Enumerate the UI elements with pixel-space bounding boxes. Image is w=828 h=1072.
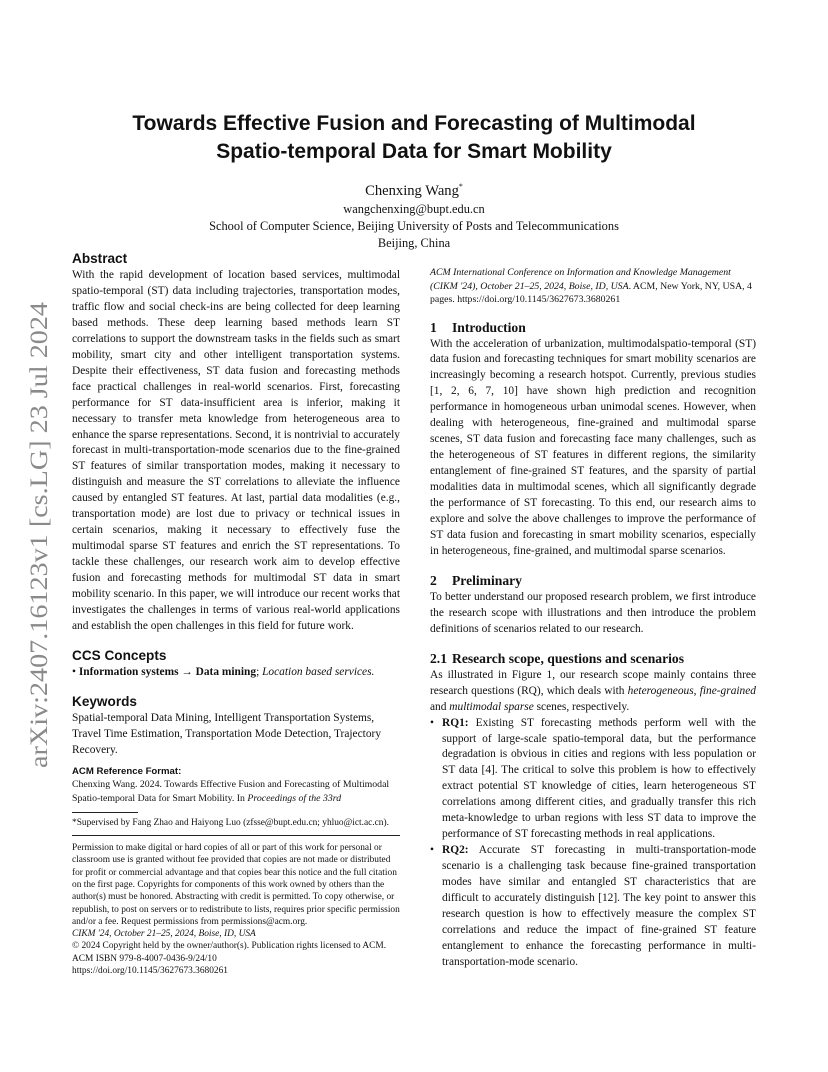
conference-line: CIKM '24, October 21–25, 2024, Boise, ID, USA	[72, 929, 256, 940]
acm-ref-heading: ACM Reference Format:	[72, 765, 182, 777]
author-block	[72, 177, 756, 252]
right-column	[430, 266, 756, 971]
abstract-heading: Abstract	[72, 251, 128, 266]
keywords-heading: Keywords	[72, 693, 137, 709]
ccs-bold: Information systems → Data mining	[78, 665, 257, 678]
acm-ref-continuation	[430, 266, 756, 307]
acm-ref-cont-rest: . ACM, New York, NY, USA, 4 pages. https://doi.org/10.1145/3627673.3680261	[430, 280, 752, 305]
intro-num: 1	[430, 319, 437, 335]
author-location: Beijing, China	[377, 235, 451, 250]
author-footnote-mark: *	[458, 182, 463, 191]
prelim-title: Preliminary	[452, 572, 522, 588]
title-line-2: Spatio-temporal Data for Smart Mobility	[216, 140, 612, 163]
intro-text: With the acceleration of urbanization, multimodalspatio-temporal (ST) data fusion and forecasting techniques for smart mobility scenarios are increasingly becoming a research hotspot. Currently, previous studies [1, 2, 6, 7, 10] have shown high prediction and recognition performance in homogeneous urban unimodal scenes. However, when dealing with heterogeneous, fine-grained and multimodal sparse scenes, ST data fusion and forecasting face many challenges, such as the heterogeneous of ST features in different regions, the similarity entanglement of fine-grained ST features, and the sparsity of partial modalities data in multimodal scenes, which all significantly degrade the performance of ST forecasting. To this end, our research aims to explore and solve the above challenges to improve the performance of ST data fusion and forecasting in smart mobility scenarios, especially in heterogeneous, fine-grained, and multimodal sparse scenarios.	[430, 337, 756, 557]
research-questions-list	[430, 716, 756, 971]
abstract-text: With the rapid development of location based services, multimodal spatio-temporal (ST) data including trajectories, transportation modes, traffic flow and social check-ins are being collected for deep learning based methods. These deep learning based methods learn ST correlations to support the downstream tasks in the fields such as smart mobility, smart city and other intelligent transportation systems. Despite their effectiveness, ST data fusion and forecasting methods face practical challenges in real-world scenarios. First, forecasting performance for ST data-insufficient area is inferior, making it necessary to transfer meta knowledge from heterogeneous area to enhance the sparse representations. Second, it is nontrivial to accurately forecast in multi-transportation-mode scenarios due to the fine-grained ST features of similar transportation modes, making it necessary to distinguish and measure the ST correlations to alleviate the influence caused by entangled ST features. At last, partial data modalities (e.g., transportation mode) are lost due to privacy or technical issues in certain scenarios, making it necessary to effectively fuse the multimodal sparse ST features and enrich the ST representations. To tackle these challenges, our research work aim to develop effective fusion and forecasting methods for multimodal ST data in smart mobility scenario. In this paper, we will introduce our recent works that investigates the challenges in terms of various real-world applications and establish the open challenges in this field for future work.	[72, 269, 400, 632]
author-email: wangchenxing@bupt.edu.cn	[343, 201, 485, 216]
footnote-rule	[72, 812, 138, 813]
intro-heading	[430, 319, 756, 337]
ccs-heading: CCS Concepts	[72, 647, 167, 663]
scope-c1: ,	[693, 684, 700, 697]
scope-c2: and	[430, 700, 450, 713]
acm-ref-cont-italic: ACM International Conference on Information and Knowledge Management (CIKM '24), October 21–25, 2024, Boise, ID, USA	[430, 267, 731, 292]
rq-text: Existing ST forecasting methods perform well with the support of large-scale spatio-temporal data, but the performance degradation is obvious in cities and regions with less population or ST data [4]. The critical to solve this problem is how to effectively extract potential ST knowledge of cities, learn heterogeneous ST correlations among different cities, and gradually transfer this rich meta-knowledge to urban regions with less ST data to improve the performance of ST forecasting methods in real applications.	[442, 716, 756, 841]
scope-title: Research scope, questions and scenarios	[452, 650, 684, 666]
ccs-bullet: •	[72, 665, 76, 678]
list-item	[430, 843, 756, 971]
intro-title: Introduction	[452, 319, 526, 335]
prelim-text: To better understand our proposed research problem, we first introduce the research scope with illustrations and then introduce the problem definitions of scenarios related to our research.	[430, 590, 756, 635]
ccs-concepts	[72, 665, 400, 681]
permission-text: Permission to make digital or hard copies of all or part of this work for personal or classroom use is granted without fee provided that copies are not made or distributed for profit or commercial advantage and that copies bear this notice and the full citation on the first page. Copyrights for components of this work owned by others than the author(s) must be honored. Abstracting with credit is permitted. To copy otherwise, or republish, to post on servers or to redistribute to lists, requires prior specific permission and/or a fee. Request permissions from permissions@acm.org.	[72, 843, 400, 927]
author-name-text: Chenxing Wang	[365, 182, 459, 199]
scope-it-3: multimodal sparse	[449, 700, 534, 713]
keywords-text: Spatial-temporal Data Mining, Intelligent Transportation Systems, Travel Time Estimation, Transportation Mode Detection, Trajectory Recovery.	[72, 711, 382, 756]
isbn-line: ACM ISBN 979-8-4007-0436-9/24/10	[72, 953, 217, 964]
acm-ref-italic: Proceedings of the 33rd	[247, 792, 342, 804]
scope-text	[430, 668, 756, 716]
acm-ref-text	[72, 778, 400, 806]
arxiv-stamp	[0, 296, 70, 776]
paper-title	[72, 110, 756, 166]
ccs-sep: ;	[256, 665, 263, 678]
title-line-1: Towards Effective Fusion and Forecasting of Multimodal	[132, 112, 696, 135]
scope-it-2: fine-grained	[699, 684, 756, 697]
scope-heading	[430, 650, 756, 668]
left-column	[72, 250, 400, 977]
prelim-heading	[430, 572, 756, 590]
footnote: *Supervised by Fang Zhao and Haiyong Luo (zfsse@bupt.edu.cn; yhluo@ict.ac.cn).	[72, 817, 389, 828]
rq-label: RQ2:	[442, 844, 469, 857]
rq-text: Accurate ST forecasting in multi-transportation-mode scenario is a challenging task because fine-grained transportation modes have similar and entangled ST characteristics that are difficult to accurately distinguish [12]. The key point to answer this research question is how to effectively measure the complex ST correlations and reduce the impact of fine-grained ST feature entanglement to enhance the forecasting performance in multi-transportation-mode scenario.	[442, 844, 756, 968]
list-item	[430, 716, 756, 844]
author-name	[72, 177, 756, 201]
author-affiliation: School of Computer Science, Beijing University of Posts and Telecommunications	[209, 218, 619, 233]
prelim-num: 2	[430, 572, 437, 588]
scope-it-1: heterogeneous	[627, 684, 694, 697]
scope-num: 2.1	[430, 650, 447, 666]
scope-text-b: scenes, respectively.	[533, 700, 630, 713]
acm-ref-body: Chenxing Wang. 2024. Towards Effective Fusion and Forecasting of Multimodal Spatio-temporal Data for Smart Mobility. In	[72, 778, 390, 804]
doi-line: https://doi.org/10.1145/3627673.3680261	[72, 966, 228, 976]
rq-label: RQ1:	[442, 716, 469, 729]
arxiv-id: arXiv:2407.16123v1 [cs.LG] 23 Jul 2024	[24, 345, 53, 768]
ccs-italic: Location based services.	[262, 665, 375, 678]
permission-rule	[72, 835, 400, 836]
scope-text-a: As illustrated in Figure 1, our research scope mainly contains three research questions (RQ), which deals with	[430, 668, 756, 697]
copyright-line: © 2024 Copyright held by the owner/author(s). Publication rights licensed to ACM.	[72, 941, 387, 952]
